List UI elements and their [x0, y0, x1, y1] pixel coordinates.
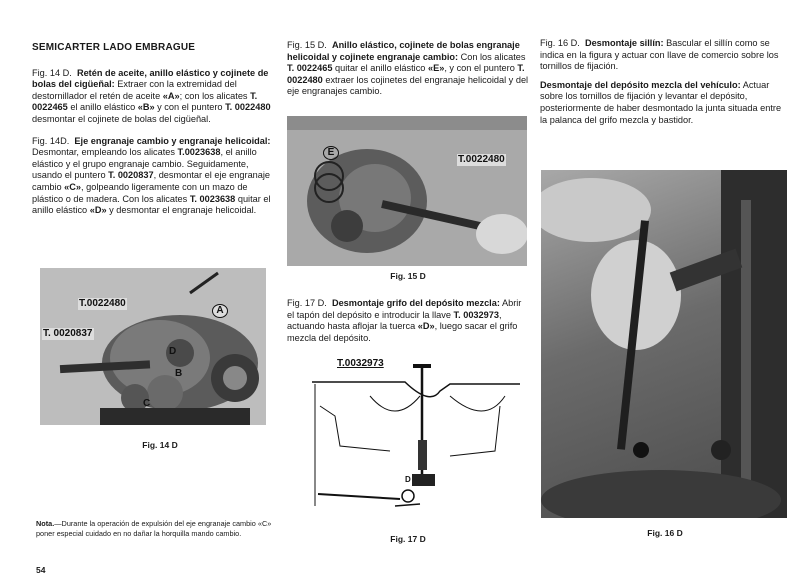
fig16-seat-illustration	[541, 170, 787, 518]
fig17-label-d: D	[405, 475, 411, 484]
fig15-caption: Fig. 15 D	[390, 271, 426, 281]
fig16-caption: Fig. 16 D	[647, 528, 683, 538]
fig14-label-c: C	[143, 398, 151, 409]
paragraph-fig16: Fig. 16 D. Desmontaje sillín: Bascular el sillín como se indica en la figura y actuar con llave de comercio sobre los tornillos de fijación.	[540, 38, 779, 72]
fig14-engine-illustration	[40, 268, 266, 425]
fig15-label-e: E	[323, 146, 339, 160]
column-middle-lower	[287, 298, 531, 351]
fig14-label-tool-t0022480: T.0022480	[79, 298, 126, 309]
fig15-label-tool-t0022480: T.0022480	[458, 154, 505, 165]
fig14-label-b: B	[175, 368, 183, 379]
paragraph-tank-removal: Desmontaje del depósito mezcla del vehículo: Actuar sobre los tornillos de fijación y levantar el depósito, posteriormente de haber desmontado la junta situada entre la palanca del grifo mezcla y bastidor.	[540, 79, 782, 125]
fig14-label-a: A	[212, 304, 228, 318]
fig14-label-d: D	[169, 346, 177, 357]
fig14-caption: Fig. 14 D	[142, 440, 178, 450]
page-number: 54	[36, 565, 46, 575]
column-right	[540, 38, 784, 133]
paragraph-fig14-gear-shaft: Fig. 14D. Eje engranaje cambio y engranaje helicoidal: Desmontar, empleando los alicates T.0023638, el anillo elástico y el grupo engranaje cambio. Seguidamente, usando el puntero T. 0020837, desmontar el eje engranaje cambio «C», golpeando ligeramente con un mazo de plástico o de madera. Con los alicates T. 0023638 quitar el anillo elástico «D» y desmontar el engranaje helicoidal.	[32, 135, 271, 216]
fig16-photo	[541, 170, 787, 518]
paragraph-fig15: Fig. 15 D. Anillo elástico, cojinete de bolas engranaje helicoidal y cojinete engranaje cambio: Con los alicates T. 0022465 quitar el anillo elástico «E», y con el puntero T. 0022480 extraer los cojinetes del engranaje helicoidal y del eje engranajes cambio.	[287, 40, 529, 97]
fig17-caption: Fig. 17 D	[390, 534, 426, 544]
fig17-drawing	[300, 356, 526, 516]
paragraph-fig14-crankshaft: Fig. 14 D. Retén de aceite, anillo elástico y cojinete de bolas del cigüeñal: Extraer con la extremidad del destornillador el retén de aceite «A»; con los alicates T. 0022465 el anillo elástico «B» y con el puntero T. 0022480 desmontar el cojinete de bolas del cigüeñal.	[32, 67, 271, 124]
section-title: SEMICARTER LADO EMBRAGUE	[32, 42, 196, 53]
fig15-engine-illustration	[287, 116, 527, 266]
fig14-label-tool-t0020837: T. 0020837	[43, 328, 93, 339]
fig14-photo	[40, 268, 266, 425]
fig17-tank-illustration	[300, 356, 526, 516]
note: Nota.—Durante la operación de expulsión del eje engranaje cambio «C» poner especial cuidado en no dañar la horquilla mando cambio.	[36, 519, 272, 538]
fig15-photo	[287, 116, 527, 266]
column-middle	[287, 40, 531, 105]
column-left	[32, 42, 275, 224]
paragraph-fig17: Fig. 17 D. Desmontaje grifo del depósito mezcla: Abrir el tapón del depósito e introducir la llave T. 0032973, actuando hasta aflojar la tuerca «D», luego sacar el grifo mezcla del depósito.	[287, 298, 522, 343]
fig17-label-tool-t0032973: T.0032973	[337, 358, 384, 369]
